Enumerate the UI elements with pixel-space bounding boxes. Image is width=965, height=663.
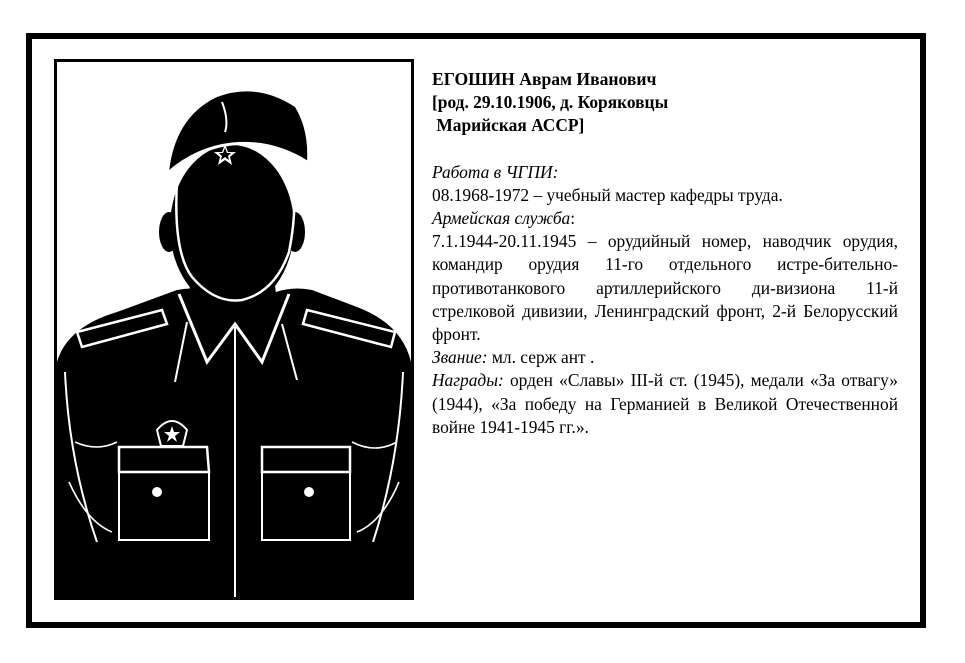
army-text: 7.1.1944-20.11.1945 – орудийный номер, наводчик орудия, командир орудия 11-го отдельного истре-бительно-противотанкового артиллерийского ди-визиона 11-й стрелковой дивизии, Ленинградский фронт, 2-й Белорусский фронт. — [432, 231, 898, 345]
biography-text — [432, 68, 898, 439]
work-text: 08.1968-1972 – учебный мастер кафедры труда. — [432, 184, 783, 205]
birth-line-1: [род. 29.10.1906, д. Коряковцы — [432, 92, 669, 113]
awards-label: Награды: — [432, 370, 504, 391]
work-label: Работа в ЧГПИ: — [432, 161, 559, 182]
soldier-silhouette-icon — [57, 62, 411, 597]
person-name: ЕГОШИН Аврам Иванович — [432, 69, 657, 89]
rank-label: Звание: — [432, 347, 488, 368]
awards-text: орден «Славы» III-й ст. (1945), медали «За отвагу» (1944), «За победу на Германией в Великой Отечественной войне 1941-1945 гг.». — [432, 370, 898, 437]
portrait-frame — [54, 59, 414, 600]
army-label: Армейская служба — [432, 208, 571, 229]
army-colon: : — [570, 208, 576, 229]
rank-text: мл. серж ант . — [487, 347, 595, 368]
birth-line-2: Марийская АССР] — [432, 115, 585, 136]
